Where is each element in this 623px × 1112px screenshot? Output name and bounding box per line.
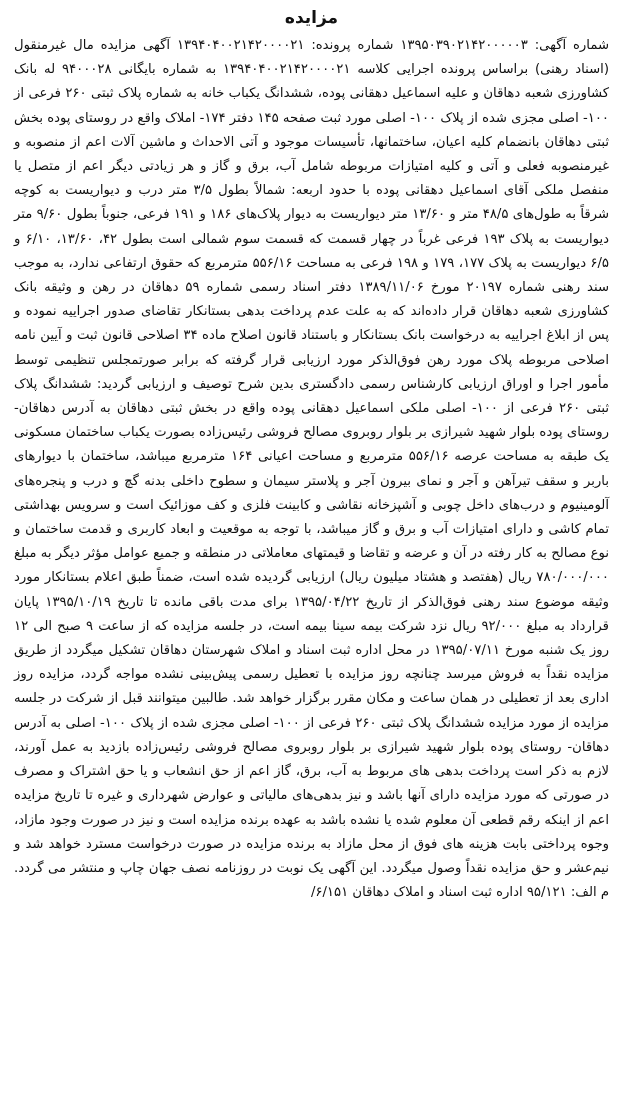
notice-body: شماره آگهی: ۱۳۹۵۰۳۹۰۲۱۴۲۰۰۰۰۰۳ شماره پرونده: ۱۳۹۴۰۴۰۰۲۱۴۲۰۰۰۰۲۱ آگهی مزایده مال غیرمنقول (اسناد رهنی) براساس پرونده اجرایی کلاسه ۱۳۹۴۰۴۰۰۲۱۴۲۰۰۰۰۲۱ به شماره بایگانی ۹۴۰۰۰۲۸ له بانک کشاورزی شعبه دهاقان و علیه اسماعیل دهقانی پوده، ششدانگ یکباب خانه به شماره پلاک ثبتی ۲۶۰ فرعی از ۱۰۰- اصلی مجزی شده از پلاک ۱۰۰- اصلی مورد ثبت صفحه ۱۴۵ دفتر ۱۷۴- املاک واقع در روستای پوده بخش ثبتی دهاقان بانضمام کلیه اعیان، ساختمانها، تأسیسات موجود و آتی الاحداث و ماشین آلات اعم از منصوبه و غیرمنصوبه فعلی و آتی و کلیه امتیازات مربوطه شامل آب، برق و گاز و هر زیادتی دیگر اعم از متصل یا منفصل ملکی آقای اسماعیل دهقانی پوده با حدود اربعه: شمالاً بطول ۳/۵ متر درب و دیواریست به کوچه شرقاً به طول‌های ۴۸/۵ متر و ۱۳/۶۰ متر دیواریست به دیوار پلاک‌های ۱۸۶ و ۱۹۱ فرعی، جنوباً بطول ۹/۶۰ متر دیواریست به پلاک ۱۹۳ فرعی غرباً در چهار قسمت که قسمت سوم شمالی است بطول ۴۲، ۱۳/۶۰، ۶/۱۰ و ۶/۵ دیواریست به پلاک ۱۷۷، ۱۷۹ و ۱۹۸ فرعی به مساحت ۵۵۶/۱۶ مترمربع که حقوق ارتفاعی ندارد، به موجب سند رهنی شماره ۲۰۱۹۷ مورخ ۱۳۸۹/۱۱/۰۶ دفتر اسناد رسمی شماره ۵۹ دهاقان در رهن و وثیقه بانک کشاورزی شعبه دهاقان قرار داده‌اند که به علت عدم پرداخت بدهی بستانکار تقاضای صدور اجراییه نموده و پس از ابلاغ اجراییه به درخواست بانک بستانکار و باستناد قانون اصلاح ماده ۳۴ اصلاحی قانون ثبت و آیین نامه اصلاحی مربوطه پلاک مورد رهن فوق‌الذکر مورد ارزیابی قرار گرفته که برابر صورتمجلس تنظیمی توسط مأمور اجرا و اوراق ارزیابی کارشناس رسمی دادگستری بدین شرح توصیف و ارزیابی گردید: ششدانگ پلاک ثبتی ۲۶۰ فرعی از ۱۰۰- اصلی ملکی اسماعیل دهقانی پوده واقع در بخش ثبتی دهاقان به آدرس دهاقان- روستای پوده بلوار شهید شیرازی بر بلوار روبروی مصالح فروشی رئیس‌زاده بصورت یکباب ساختمان مسکونی یک طبقه به مساحت عرصه ۵۵۶/۱۶ مترمربع و مساحت اعیانی ۱۶۴ مترمربع میباشد، ساختمان با دیوارهای باربر و سقف تیرآهن و آجر و نمای بیرون آجر و پلاستر سیمان و سطوح داخلی بدنه گچ و درب و پنجره‌های آلومینیوم و درب‌های داخل چوبی و آشپزخانه نقاشی و کابینت فلزی و کف موزائیک است و سرویس بهداشتی تمام کاشی و دارای امتیازات آب و برق و گاز میباشد، با توجه به موقعیت و ابعاد کاربری و قدمت ساختمان و نوع مصالح به کار رفته در آن و عرضه و تقاضا و قیمتهای معاملاتی در منطقه و جمیع عوامل مؤثر دیگر به مبلغ ۷۸۰/۰۰۰/۰۰۰ ریال (هفتصد و هشتاد میلیون ریال) ارزیابی گردیده شده است، ضمناً طبق اعلام بستانکار مورد وثیقه موضوع سند رهنی فوق‌الذکر از تاریخ ۱۳۹۵/۰۴/۲۲ برای مدت باقی مانده تا تاریخ ۱۳۹۵/۱۰/۱۹ پایان قرارداد به مبلغ ۹۲/۰۰۰ ریال نزد شرکت بیمه سینا بیمه است، در جلسه مزایده که از ساعت ۹ صبح الی ۱۲ روز یک شنبه مورخ ۱۳۹۵/۰۷/۱۱ در محل اداره ثبت اسناد و املاک شهرستان دهاقان تشکیل میگردد از طریق مزایده نقداً به فروش میرسد چنانچه روز مزایده با تعطیل رسمی پیش‌بینی نشده مواجه گردد، مزایده روز اداری بعد از تعطیلی در همان ساعت و مکان مقرر برگزار خواهد شد. طالبین میتوانند قبل از شرکت در جلسه مزایده از مورد مزایده ششدانگ پلاک ثبتی ۲۶۰ فرعی از ۱۰۰- اصلی مجزی شده از پلاک ۱۰۰- اصلی به آدرس دهاقان- روستای پوده بلوار شهید شیرازی بر بلوار روبروی مصالح فروشی رئیس‌زاده بازدید به عمل آورند، لازم به ذکر است پرداخت بدهی های مربوط به آب، برق، گاز اعم از حق انشعاب و یا حق اشتراک و مصرف در صورتی که مورد مزایده دارای آنها باشد و نیز بدهی‌های مالیاتی و عوارض شهرداری و غیره تا تاریخ مزایده اعم از اینکه رقم قطعی آن معلوم شده یا نشده باشد به عهده برنده مزایده است و نیز در صورت وجود مازاد، وجوه پرداختی بابت هزینه های فوق از محل مازاد به برنده مزایده در صورت درخواست مسترد خواهد شد و نیم‌عشر و حق مزایده نقداً وصول میگردد. این آگهی یک نوبت در روزنامه نصف جهان چاپ و منتشر می گردد. م الف: ۹۵/۱۲۱ اداره ثبت اسناد و املاک دهاقان ۶/۱۵۱/ <box>14 38 610 901</box>
notice-title: مزایده <box>284 8 339 28</box>
